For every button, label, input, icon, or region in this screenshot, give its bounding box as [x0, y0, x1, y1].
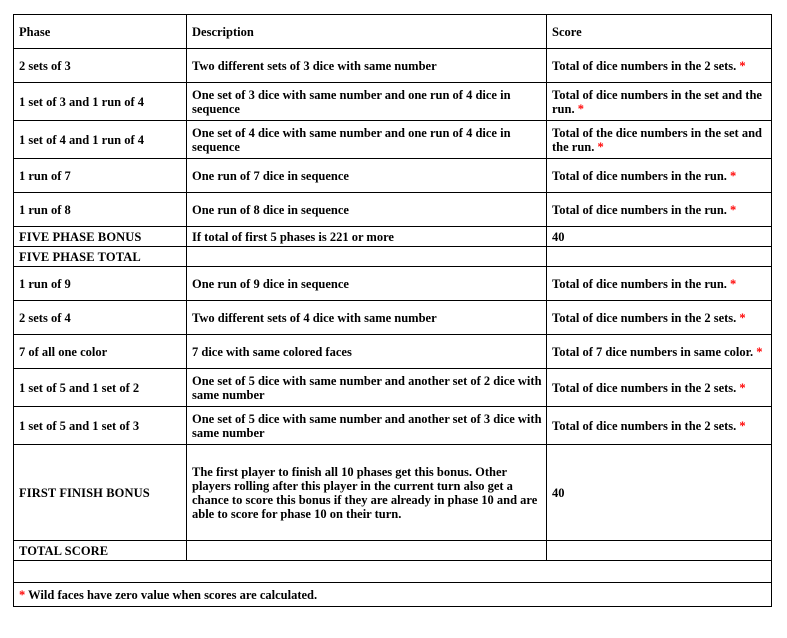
wild-footnote-asterisk-icon: * — [730, 202, 737, 217]
description-cell: Two different sets of 3 dice with same number — [187, 49, 547, 83]
score-text: Total of dice numbers in the set and the run. — [552, 87, 762, 116]
phase-cell: FIVE PHASE BONUS — [14, 227, 187, 247]
score-cell — [547, 49, 772, 83]
score-text: Total of dice numbers in the 2 sets. — [552, 310, 737, 325]
score-cell — [547, 83, 772, 121]
wild-footnote-asterisk-icon: * — [739, 58, 746, 73]
wild-footnote-asterisk-icon: * — [577, 101, 584, 116]
table-header — [14, 15, 772, 49]
description-cell: If total of first 5 phases is 221 or more — [187, 227, 547, 247]
phase-cell: TOTAL SCORE — [14, 541, 187, 561]
score-cell — [547, 121, 772, 159]
score-text: Total of dice numbers in the run. — [552, 276, 727, 291]
score-cell — [547, 193, 772, 227]
column-header-score: Score — [547, 15, 772, 49]
description-cell — [187, 247, 547, 267]
description-cell: One set of 3 dice with same number and one run of 4 dice in sequence — [187, 83, 547, 121]
table-row — [14, 227, 772, 247]
phase-cell: 2 sets of 3 — [14, 49, 187, 83]
phase-cell: 1 set of 5 and 1 set of 2 — [14, 369, 187, 407]
table-body — [14, 49, 772, 607]
header-row — [14, 15, 772, 49]
column-header-description: Description — [187, 15, 547, 49]
table-row — [14, 445, 772, 541]
score-cell — [547, 227, 772, 247]
score-text: 40 — [552, 485, 565, 500]
table-row — [14, 193, 772, 227]
description-cell: One run of 7 dice in sequence — [187, 159, 547, 193]
description-cell: One run of 8 dice in sequence — [187, 193, 547, 227]
score-cell — [547, 267, 772, 301]
description-cell: One run of 9 dice in sequence — [187, 267, 547, 301]
score-cell — [547, 369, 772, 407]
phase-score-table — [13, 14, 772, 607]
footnote-text: Wild faces have zero value when scores are calculated. — [25, 587, 318, 602]
score-cell — [547, 335, 772, 369]
phase-cell: 1 set of 4 and 1 run of 4 — [14, 121, 187, 159]
wild-footnote-asterisk-icon: * — [739, 310, 746, 325]
score-text: Total of dice numbers in the 2 sets. — [552, 380, 737, 395]
score-text: Total of dice numbers in the run. — [552, 202, 727, 217]
score-text: Total of 7 dice numbers in same color. — [552, 344, 754, 359]
wild-footnote-asterisk-icon: * — [739, 380, 746, 395]
table-row — [14, 121, 772, 159]
table-row — [14, 335, 772, 369]
description-cell: 7 dice with same colored faces — [187, 335, 547, 369]
footnote-row — [14, 583, 772, 607]
score-cell — [547, 541, 772, 561]
score-cell — [547, 407, 772, 445]
table-row — [14, 49, 772, 83]
table-row — [14, 83, 772, 121]
table-row — [14, 301, 772, 335]
table-row — [14, 541, 772, 561]
phase-cell: 1 run of 8 — [14, 193, 187, 227]
score-text: Total of dice numbers in the 2 sets. — [552, 418, 737, 433]
description-cell: Two different sets of 4 dice with same number — [187, 301, 547, 335]
phase-cell: 7 of all one color — [14, 335, 187, 369]
footnote-asterisk-icon: * — [19, 587, 26, 602]
score-text: Total of dice numbers in the run. — [552, 168, 727, 183]
phase-cell: 1 set of 5 and 1 set of 3 — [14, 407, 187, 445]
description-cell: One set of 5 dice with same number and another set of 2 dice with same number — [187, 369, 547, 407]
column-header-phase: Phase — [14, 15, 187, 49]
spacer-cell — [14, 561, 772, 583]
table-row — [14, 247, 772, 267]
wild-footnote-asterisk-icon: * — [756, 344, 763, 359]
phase-cell: 2 sets of 4 — [14, 301, 187, 335]
score-text: Total of the dice numbers in the set and the run. — [552, 125, 762, 154]
phase-cell: 1 set of 3 and 1 run of 4 — [14, 83, 187, 121]
phase-cell: 1 run of 9 — [14, 267, 187, 301]
wild-footnote-asterisk-icon: * — [739, 418, 746, 433]
wild-footnote-asterisk-icon: * — [730, 276, 737, 291]
description-cell: One set of 4 dice with same number and one run of 4 dice in sequence — [187, 121, 547, 159]
score-cell — [547, 247, 772, 267]
score-text: Total of dice numbers in the 2 sets. — [552, 58, 737, 73]
score-cell — [547, 301, 772, 335]
description-cell: One set of 5 dice with same number and another set of 3 dice with same number — [187, 407, 547, 445]
table-row — [14, 407, 772, 445]
spacer-row — [14, 561, 772, 583]
wild-footnote-asterisk-icon: * — [597, 139, 604, 154]
wild-footnote-asterisk-icon: * — [730, 168, 737, 183]
phase-cell: FIRST FINISH BONUS — [14, 445, 187, 541]
table-row — [14, 369, 772, 407]
phase-cell: 1 run of 7 — [14, 159, 187, 193]
table-row — [14, 267, 772, 301]
footnote-cell — [14, 583, 772, 607]
score-sheet — [13, 14, 771, 607]
score-cell — [547, 159, 772, 193]
table-row — [14, 159, 772, 193]
phase-cell: FIVE PHASE TOTAL — [14, 247, 187, 267]
score-text: 40 — [552, 229, 565, 244]
description-cell — [187, 541, 547, 561]
score-cell — [547, 445, 772, 541]
description-cell: The first player to finish all 10 phases get this bonus. Other players rolling after this player in the current turn also get a chance to score this bonus if they are already in phase 10 and are able to score for phase 10 on their turn. — [187, 445, 547, 541]
